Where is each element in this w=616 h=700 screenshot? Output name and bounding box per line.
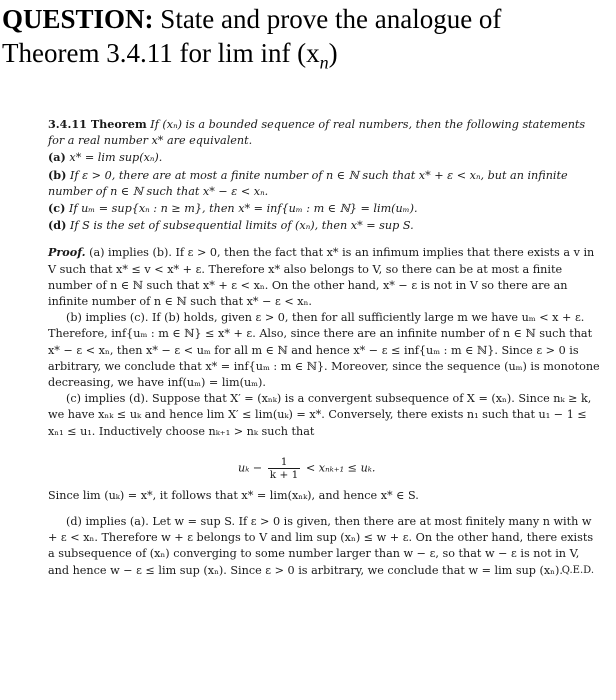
item-text: If S is the set of subsequential limits of (xₙ), then x* = sup S. xyxy=(66,219,414,233)
textbook-excerpt xyxy=(48,116,600,579)
proof-paragraph-5 xyxy=(48,514,600,579)
fraction-denominator: k + 1 xyxy=(269,468,299,481)
fraction-numerator: 1 xyxy=(268,456,301,469)
question-label: QUESTION: xyxy=(2,4,154,34)
question-line-2: Theorem 3.4.11 for lim inf (x xyxy=(2,38,320,68)
theorem-item-d xyxy=(48,217,600,234)
item-label: (d) xyxy=(48,218,67,233)
item-label: (b) xyxy=(48,167,67,182)
question-line-1: State and prove the analogue of xyxy=(153,4,502,34)
proof-label: Proof. xyxy=(48,245,86,260)
theorem-intro: If (xₙ) is a bounded sequence of real numbers, then the following statements for a real number x* are equivalent. xyxy=(48,118,586,148)
item-text: If ε > 0, there are at most a finite number of n ∈ ℕ such that x* + ε < xₙ, but an infinite number of n ∈ ℕ such that x* − ε < xₙ. xyxy=(48,168,568,198)
theorem-item-c xyxy=(48,200,600,217)
item-text: If uₘ = sup{xₙ : n ≥ m}, then x* = inf{uₘ : m ∈ ℕ} = lim(uₘ). xyxy=(65,202,418,216)
question-line-2-end: ) xyxy=(328,38,338,68)
theorem-statement xyxy=(48,116,600,149)
item-text: x* = lim sup(xₙ). xyxy=(65,151,163,165)
item-label: (c) xyxy=(48,201,66,216)
item-label: (a) xyxy=(48,150,66,165)
equation-fraction xyxy=(268,456,301,481)
proof-text-1: (a) implies (b). If ε > 0, then the fact that x* is an infimum implies that there exists a v in V such that x* ≤ v < x* + ε. Therefore x* also belongs to V, so there can be at most a finite number of n ∈ ℕ such that x* + ε < xₙ. On the other hand, x* − ε is not in V so there are an infinite number of n ∈ ℕ such that x* − ε < xₙ. xyxy=(48,246,595,309)
question-subscript: n xyxy=(319,52,329,73)
proof-paragraph-1 xyxy=(48,244,600,310)
equation-right: < xₙₖ₊₁ ≤ uₖ. xyxy=(302,461,376,475)
equation-left: uₖ − xyxy=(238,461,266,475)
theorem-heading: 3.4.11 Theorem xyxy=(48,117,147,131)
proof-paragraph-4: Since lim (uₖ) = x*, it follows that x* = lim(xₙₖ), and hence x* ∈ S. xyxy=(48,488,419,502)
proof-text-5: (d) implies (a). Let w = sup S. If ε > 0 is given, then there are at most finitely many n with w + ε < xₙ. Therefore w + ε belongs to V and lim sup (xₙ) ≤ w + ε. On the other hand, there exists a subsequence of (xₙ) converging to some number larger than w − ε, so that w − ε is not in V, and hence w − ε ≤ lim sup (xₙ). Since ε > 0 is arbitrary, we conclude that w = lim sup (xₙ). xyxy=(48,515,594,577)
theorem-item-b xyxy=(48,167,600,200)
proof-paragraph-2: (b) implies (c). If (b) holds, given ε > 0, then for all sufficiently large m we have uₘ < x + ε. Therefore, inf{uₘ : m ∈ ℕ} ≤ x* + ε. Also, since there are an infinite number of n ∈ ℕ such that x* − ε < xₙ, then x* − ε < uₘ for all m ∈ ℕ and hence x* − ε ≤ inf{uₘ : m ∈ ℕ}. Since ε > 0 is arbitrary, we conclude that x* = inf{uₘ : m ∈ ℕ}. Moreover, since the sequence (uₘ) is monotone decreasing, we have inf(uₘ) = lim(uₘ). xyxy=(48,311,600,390)
proof-paragraph-3: (c) implies (d). Suppose that X′ = (xₙₖ) is a convergent subsequence of X = (xₙ). Since nₖ ≥ k, we have xₙₖ ≤ uₖ and hence lim X′ ≤ lim(uₖ) = x*. Conversely, there exists n₁ such that u₁ − 1 ≤ xₙ₁ ≤ u₁. Inductively choose nₖ₊₁ > nₖ such that xyxy=(48,392,592,438)
qed-mark: Q.E.D. xyxy=(561,564,594,576)
theorem-item-a xyxy=(48,149,600,166)
question-block xyxy=(2,2,602,79)
display-equation xyxy=(48,448,600,481)
